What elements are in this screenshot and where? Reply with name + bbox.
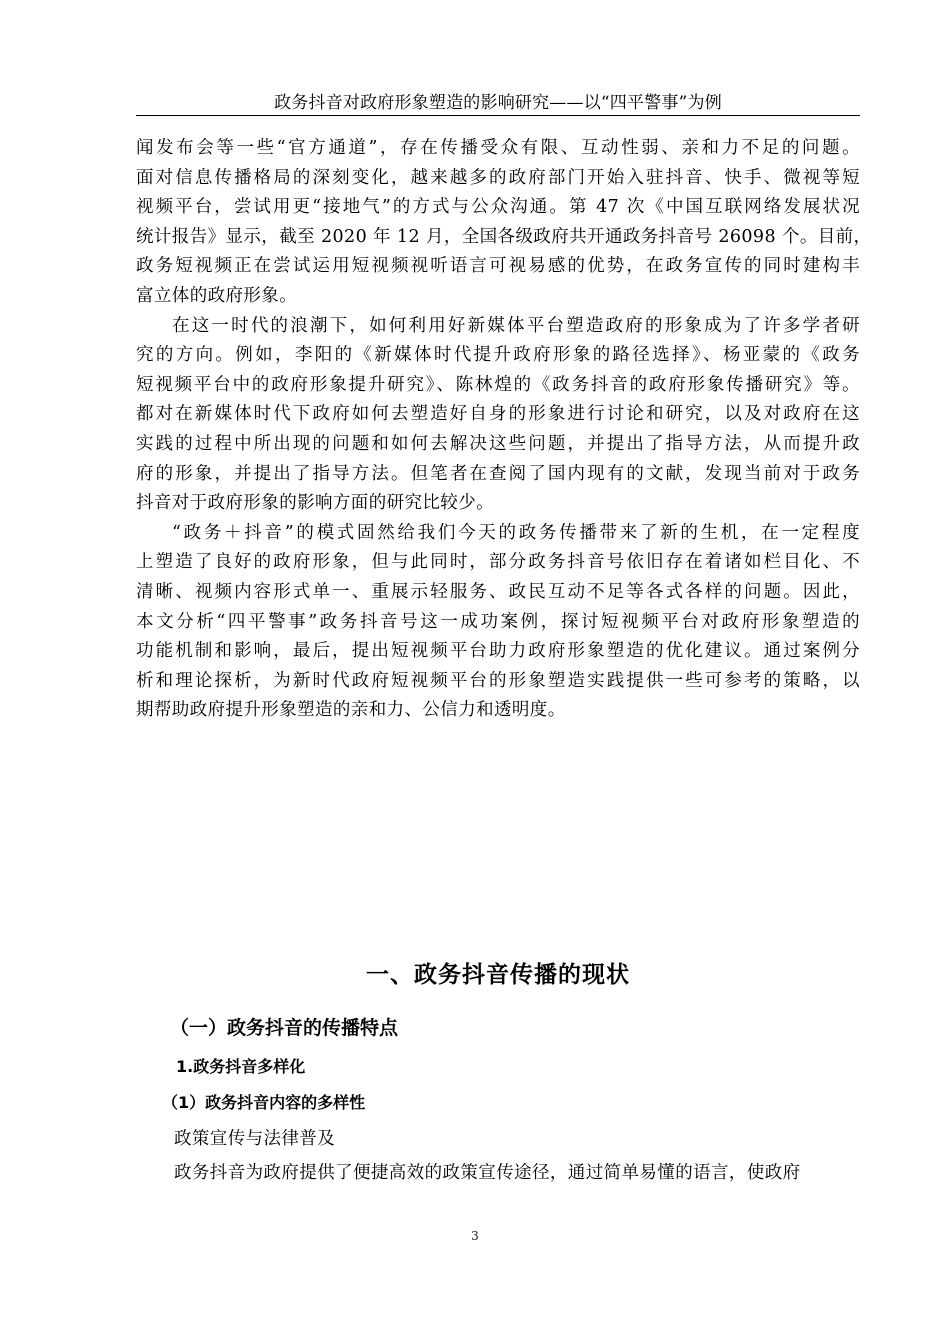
- item-heading: 1.政务抖音多样化: [176, 1057, 306, 1076]
- paragraph-4: 政务抖音为政府提供了便捷高效的政策宣传途径，通过简单易懂的语言，使政府: [174, 1163, 801, 1183]
- header-rule: [136, 115, 860, 116]
- paragraph-1: [136, 134, 872, 312]
- text-line: “政务＋抖音”的模式固然给我们今天的政务传播带来了新的生机，在一定程度: [172, 522, 860, 543]
- text-line: 闻发布会等一些“官方通道”，存在传播受众有限、互动性弱、亲和力不足的问题。: [136, 138, 860, 158]
- subitem-heading: （1）政务抖音内容的多样性: [162, 1093, 366, 1112]
- text-line: 短视频平台中的政府形象提升研究》、陈林煌的《政务抖音的政府形象传播研究》等。: [136, 374, 860, 395]
- text-line: 析和理论探析，为新时代政府短视频平台的形象塑造实践提供一些可参考的策略，以: [136, 670, 860, 691]
- running-header: 政务抖音对政府形象塑造的影响研究——以“四平警事”为例: [274, 93, 722, 113]
- text-line: 面对信息传播格局的深刻变化，越来越多的政府部门开始入驻抖音、快手、微视等短: [136, 167, 860, 188]
- text-line: 都对在新媒体时代下政府如何去塑造好自身的形象进行讨论和研究，以及对政府在这: [136, 404, 860, 425]
- paragraph-3: [136, 519, 860, 726]
- text-line: 上塑造了良好的政府形象，但与此同时，部分政务抖音号依旧存在着诸如栏目化、不: [136, 552, 860, 573]
- subsection-heading: （一）政务抖音的传播特点: [170, 1017, 399, 1039]
- text-line: 清晰、视频内容形式单一、重展示轻服务、政民互动不足等各式各样的问题。因此，: [136, 581, 860, 602]
- text-line: 本文分析“四平警事”政务抖音号这一成功案例，探讨短视频平台对政府形象塑造的: [136, 611, 860, 632]
- text-line: 究的方向。例如，李阳的《新媒体时代提升政府形象的路径选择》、杨亚蒙的《政务: [136, 345, 860, 366]
- text-line: 富立体的政府形象。: [136, 285, 298, 306]
- page-number: 3: [471, 1229, 479, 1243]
- paragraph-2: [136, 312, 860, 519]
- text-line: 抖音对于政府形象的影响方面的研究比较少。: [136, 493, 494, 514]
- text-line: 视频平台，尝试用更“接地气”的方式与公众沟通。第 47 次《中国互联网络发展状况: [136, 197, 860, 218]
- text-line: 功能机制和影响，最后，提出短视频平台助力政府形象塑造的优化建议。通过案例分: [136, 641, 860, 662]
- topic-label: 政策宣传与法律普及: [174, 1129, 336, 1149]
- text-line: 在这一时代的浪潮下，如何利用好新媒体平台塑造政府的形象成为了许多学者研: [172, 315, 860, 336]
- section-heading: 一、政务抖音传播的现状: [366, 962, 630, 988]
- text-line: 实践的过程中所出现的问题和如何去解决这些问题，并提出了指导方法，从而提升政: [136, 433, 860, 454]
- text-line: 期帮助政府提升形象塑造的亲和力、公信力和透明度。: [136, 700, 566, 721]
- text-line: 府的形象，并提出了指导方法。但笔者在查阅了国内现有的文献，发现当前对于政务: [136, 463, 860, 484]
- body-text: [136, 134, 872, 726]
- text-line: 统计报告》显示，截至 2020 年 12 月，全国各级政府共开通政务抖音号 26098 个。目前，: [136, 226, 872, 247]
- text-line: 政务短视频正在尝试运用短视频视听语言可视易感的优势，在政务宣传的同时建构丰: [136, 256, 860, 277]
